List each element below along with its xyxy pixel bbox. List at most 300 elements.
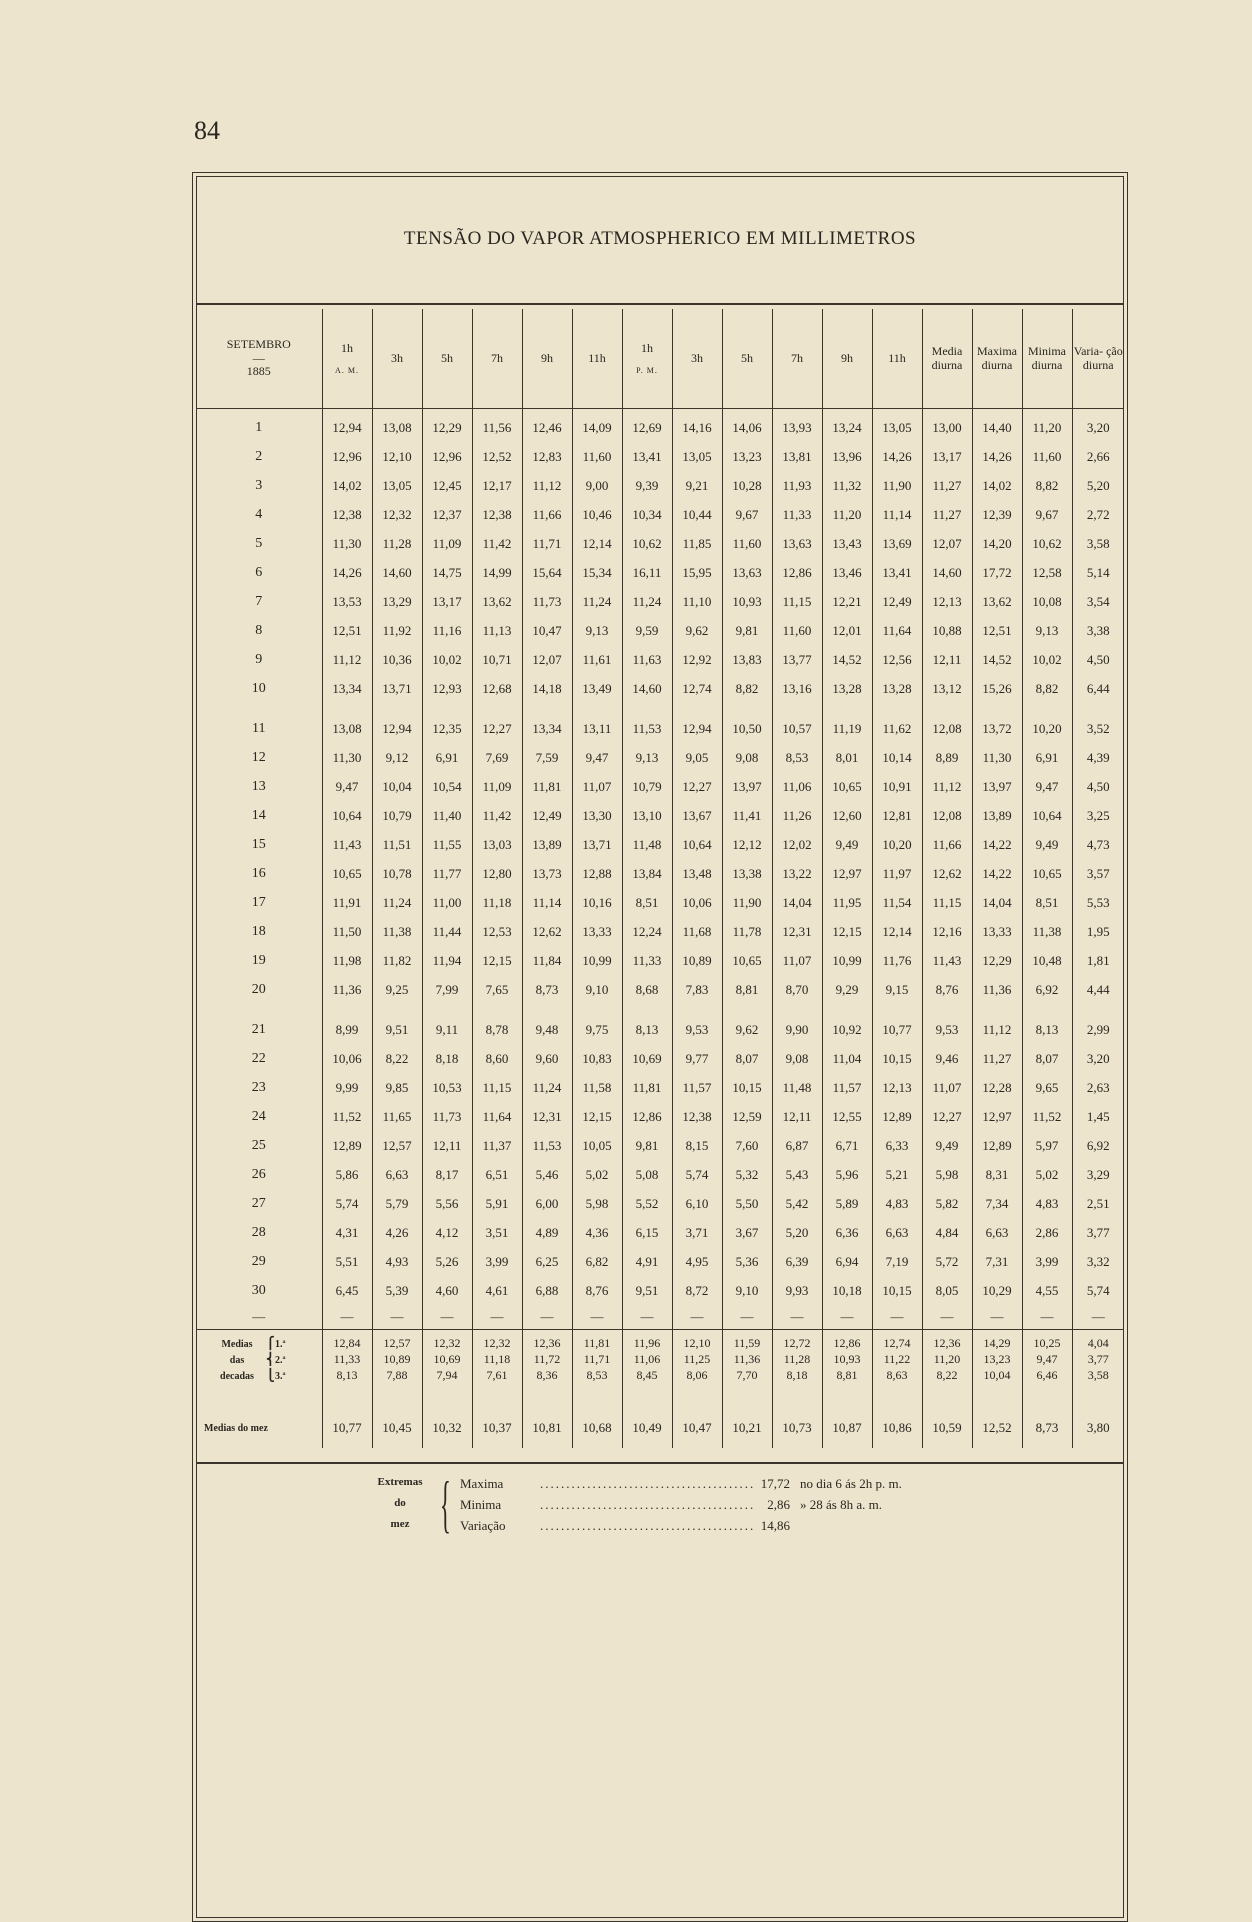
gap-cell (372, 1384, 422, 1408)
table-cell: 11,90 (872, 471, 922, 500)
table-cell: 6,94 (822, 1247, 872, 1276)
table-cell: 12,49 (872, 587, 922, 616)
table-cell: 12,58 (1022, 558, 1072, 587)
table-cell: 8,81 (722, 975, 772, 1004)
table-cell: 10,05 (572, 1131, 622, 1160)
table-cell: 13,30 (572, 801, 622, 830)
header-hour: 5h (722, 309, 772, 409)
table-cell: 10,32 (422, 1408, 472, 1448)
table-cell: 5,50 (722, 1189, 772, 1218)
table-cell: 14,52 (972, 645, 1022, 674)
table-row (196, 500, 1124, 529)
table-cell: 14,60 (372, 558, 422, 587)
table-cell: 8,82 (1022, 471, 1072, 500)
table-cell: 12,94 (372, 714, 422, 743)
table-cell: 11,24 (522, 1073, 572, 1102)
table-cell: 14,20 (972, 529, 1022, 558)
table-cell: 2,72 (1072, 500, 1124, 529)
gap-cell (622, 1004, 672, 1015)
decade-brace: ⎧ (266, 1336, 275, 1350)
table-cell: 10,86 (872, 1408, 922, 1448)
table-row (196, 1218, 1124, 1247)
table-cell: 11,38 (1022, 917, 1072, 946)
table-cell: 5,52 (622, 1189, 672, 1218)
table-cell: 11,95 (822, 888, 872, 917)
table-cell: 9,12 (372, 743, 422, 772)
table-cell: 11,60 (1022, 442, 1072, 471)
table-cell: 9,49 (822, 830, 872, 859)
gap-cell (572, 703, 622, 714)
dash-cell: — (772, 1305, 822, 1330)
decade-row (196, 1368, 1124, 1384)
table-cell: 9,81 (722, 616, 772, 645)
day-cell: 11 (252, 720, 266, 736)
table-cell: 11,25 (672, 1352, 722, 1368)
gap-cell (1022, 1004, 1072, 1015)
table-cell: 12,31 (772, 917, 822, 946)
table-cell: 11,00 (422, 888, 472, 917)
table-cell: 10,15 (872, 1276, 922, 1305)
table-cell: 5,89 (822, 1189, 872, 1218)
day-cell: 10 (251, 680, 266, 696)
table-cell: 9,13 (1022, 616, 1072, 645)
table-cell: 9,15 (872, 975, 922, 1004)
table-cell: 11,37 (472, 1131, 522, 1160)
dash-cell: — (922, 1305, 972, 1330)
table-cell: 12,32 (472, 1336, 522, 1352)
day-cell: 6 (255, 564, 263, 580)
table-cell: 11,19 (822, 714, 872, 743)
extremes-row-var (360, 1518, 1000, 1539)
table-cell: 10,78 (372, 859, 422, 888)
table-cell: 10,64 (672, 830, 722, 859)
table-cell: 14,75 (422, 558, 472, 587)
table-cell: 15,26 (972, 674, 1022, 703)
table-cell: 12,52 (472, 442, 522, 471)
table-cell: 12,01 (822, 616, 872, 645)
decade-ordinal: 2.ª (275, 1355, 286, 1366)
table-cell: 11,82 (372, 946, 422, 975)
table-cell: 9,51 (372, 1015, 422, 1044)
header-minima-diurna: Minima diurna (1022, 309, 1072, 409)
day-cell: 27 (251, 1195, 266, 1211)
table-cell: 11,14 (872, 500, 922, 529)
table-cell: 10,71 (472, 645, 522, 674)
table-cell: 12,31 (522, 1102, 572, 1131)
day-cell: 5 (255, 535, 263, 551)
table-cell: 11,54 (872, 888, 922, 917)
table-cell: 4,60 (422, 1276, 472, 1305)
table-cell: 6,25 (522, 1247, 572, 1276)
table-cell: 11,71 (522, 529, 572, 558)
table-cell: 9,39 (622, 471, 672, 500)
table-cell: 10,65 (322, 859, 372, 888)
table-cell: 13,84 (622, 859, 672, 888)
table-cell: 8,45 (622, 1368, 672, 1384)
table-cell: 7,60 (722, 1131, 772, 1160)
table-cell: 11,62 (872, 714, 922, 743)
table-row (196, 888, 1124, 917)
table-cell: 9,51 (622, 1276, 672, 1305)
day-cell: 2 (255, 448, 263, 464)
table-cell: 10,57 (772, 714, 822, 743)
table-cell: 10,28 (722, 471, 772, 500)
gap-cell (972, 1004, 1022, 1015)
table-cell: 14,18 (522, 674, 572, 703)
table-cell: 5,56 (422, 1189, 472, 1218)
table-cell: 4,84 (922, 1218, 972, 1247)
month-mean-label: Medias do mez (204, 1422, 268, 1434)
table-cell: 11,91 (322, 888, 372, 917)
table-cell: 12,17 (472, 471, 522, 500)
table-cell: 9,81 (622, 1131, 672, 1160)
table-cell: 3,67 (722, 1218, 772, 1247)
table-cell: 5,02 (1022, 1160, 1072, 1189)
decade-label-text: Medias (221, 1339, 253, 1350)
table-cell: 11,53 (622, 714, 672, 743)
table-cell: 5,86 (322, 1160, 372, 1189)
table-cell: 11,92 (372, 616, 422, 645)
table-cell: 1,95 (1072, 917, 1124, 946)
table-cell: 5,20 (772, 1218, 822, 1247)
table-cell: 5,51 (322, 1247, 372, 1276)
table-cell: 9,47 (322, 772, 372, 801)
table-cell: 5,43 (772, 1160, 822, 1189)
table-cell: 9,67 (722, 500, 772, 529)
table-cell: 6,46 (1022, 1368, 1072, 1384)
table-cell: 10,08 (1022, 587, 1072, 616)
table-cell: 10,04 (972, 1368, 1022, 1384)
table-cell: 4,91 (622, 1247, 672, 1276)
table-cell: 14,02 (322, 471, 372, 500)
table-cell: 13,29 (372, 587, 422, 616)
table-cell: 9,48 (522, 1015, 572, 1044)
table-cell: 11,59 (722, 1336, 772, 1352)
table-cell: 5,08 (622, 1160, 672, 1189)
decade-gap (196, 1004, 1124, 1015)
table-cell: 3,80 (1072, 1408, 1124, 1448)
header-hour: 11h (572, 309, 622, 409)
table-cell: 10,49 (622, 1408, 672, 1448)
table-cell: 9,62 (672, 616, 722, 645)
table-cell: 11,57 (672, 1073, 722, 1102)
table-cell: 10,34 (622, 500, 672, 529)
gap-cell (372, 703, 422, 714)
table-cell: 8,07 (1022, 1044, 1072, 1073)
table-cell: 7,94 (422, 1368, 472, 1384)
table-cell: 5,21 (872, 1160, 922, 1189)
table-cell: 5,42 (772, 1189, 822, 1218)
table-cell: 8,76 (572, 1276, 622, 1305)
table-cell: 11,26 (772, 801, 822, 830)
table-cell: 5,39 (372, 1276, 422, 1305)
table-cell: 11,36 (972, 975, 1022, 1004)
day-cell: 25 (251, 1137, 266, 1153)
table-cell: 11,24 (372, 888, 422, 917)
table-cell: 11,60 (722, 529, 772, 558)
gap-cell (822, 1384, 872, 1408)
table-row (196, 413, 1124, 442)
table-cell: 13,05 (872, 413, 922, 442)
extremes-label-2: do (394, 1497, 406, 1509)
table-cell: 11,06 (772, 772, 822, 801)
table-cell: 12,27 (922, 1102, 972, 1131)
table-cell: 11,64 (872, 616, 922, 645)
table-cell: 8,51 (622, 888, 672, 917)
table-cell: 9,47 (572, 743, 622, 772)
table-cell: 12,38 (322, 500, 372, 529)
decade-label-text: das (229, 1355, 245, 1366)
table-cell: 10,29 (972, 1276, 1022, 1305)
table-row (196, 830, 1124, 859)
table-cell: 11,30 (972, 743, 1022, 772)
table-cell: 9,49 (922, 1131, 972, 1160)
table-cell: 11,61 (572, 645, 622, 674)
gap-cell (722, 703, 772, 714)
table-cell: 6,63 (372, 1160, 422, 1189)
table-cell: 9,21 (672, 471, 722, 500)
table-cell: 10,64 (1022, 801, 1072, 830)
table-cell: 11,16 (422, 616, 472, 645)
table-cell: 11,18 (472, 888, 522, 917)
table-cell: 13,53 (322, 587, 372, 616)
table-cell: 3,51 (472, 1218, 522, 1247)
table-cell: 13,10 (622, 801, 672, 830)
table-cell: 13,96 (822, 442, 872, 471)
table-cell: 13,23 (722, 442, 772, 471)
table-cell: 12,11 (422, 1131, 472, 1160)
table-cell: 10,15 (722, 1073, 772, 1102)
header-hour: 1h P. M. (622, 309, 672, 409)
table-cell: 12,27 (472, 714, 522, 743)
table-cell: 7,70 (722, 1368, 772, 1384)
day-cell: 22 (251, 1050, 266, 1066)
gap-cell (472, 703, 522, 714)
table-cell: 14,52 (822, 645, 872, 674)
table-cell: 4,04 (1072, 1336, 1124, 1352)
table-cell: 4,12 (422, 1218, 472, 1247)
table-cell: 6,92 (1072, 1131, 1124, 1160)
table-cell: 10,88 (922, 616, 972, 645)
table-cell: 10,16 (572, 888, 622, 917)
table-cell: 5,36 (722, 1247, 772, 1276)
table-row (196, 558, 1124, 587)
day-cell: 24 (251, 1108, 266, 1124)
extremes-brace: { (440, 1468, 451, 1539)
table-cell: 5,26 (422, 1247, 472, 1276)
table-cell: 13,83 (722, 645, 772, 674)
table-cell: 9,47 (1022, 772, 1072, 801)
gap-cell (1022, 703, 1072, 714)
gap-cell (472, 1384, 522, 1408)
table-cell: 5,74 (1072, 1276, 1124, 1305)
gap-cell (422, 1004, 472, 1015)
table-cell: 12,57 (372, 1131, 422, 1160)
table-cell: 11,14 (522, 888, 572, 917)
table-cell: 9,46 (922, 1044, 972, 1073)
table-cell: 5,74 (322, 1189, 372, 1218)
table-cell: 14,09 (572, 413, 622, 442)
table-cell: 14,26 (872, 442, 922, 471)
table-cell: 12,14 (572, 529, 622, 558)
table-cell: 11,48 (622, 830, 672, 859)
table-cell: 14,29 (972, 1336, 1022, 1352)
table-cell: 8,18 (422, 1044, 472, 1073)
table-cell: 14,06 (722, 413, 772, 442)
table-cell: 10,89 (372, 1352, 422, 1368)
table-cell: 6,87 (772, 1131, 822, 1160)
page-number: 84 (194, 116, 220, 145)
table-cell: 4,83 (872, 1189, 922, 1218)
table-cell: 14,22 (972, 830, 1022, 859)
gap-cell (672, 1004, 722, 1015)
header-hour: 9h (522, 309, 572, 409)
gap-cell (522, 1004, 572, 1015)
gap-cell (422, 1384, 472, 1408)
table-row (196, 801, 1124, 830)
table-cell: 5,14 (1072, 558, 1124, 587)
table-cell: 8,68 (622, 975, 672, 1004)
table-cell: 11,85 (672, 529, 722, 558)
gap-cell (622, 1384, 672, 1408)
table-cell: 4,31 (322, 1218, 372, 1247)
gap-cell (722, 1384, 772, 1408)
table-cell: 7,19 (872, 1247, 922, 1276)
table-cell: 12,94 (672, 714, 722, 743)
table-cell: 11,81 (572, 1336, 622, 1352)
table-cell: 13,89 (972, 801, 1022, 830)
table-cell: 13,24 (822, 413, 872, 442)
table-cell: 2,66 (1072, 442, 1124, 471)
table-cell: 12,36 (922, 1336, 972, 1352)
table-cell: 2,99 (1072, 1015, 1124, 1044)
table-cell: 8,36 (522, 1368, 572, 1384)
table-cell: 12,68 (472, 674, 522, 703)
dash-cell: — (672, 1305, 722, 1330)
month-mean-row (196, 1408, 1124, 1448)
table-cell: 9,29 (822, 975, 872, 1004)
gap-cell (1072, 1384, 1124, 1408)
table-cell: 3,71 (672, 1218, 722, 1247)
decade-row (196, 1336, 1124, 1352)
table-cell: 12,62 (922, 859, 972, 888)
decade-label (196, 1352, 322, 1368)
table-cell: 13,33 (972, 917, 1022, 946)
table-cell: 3,20 (1072, 1044, 1124, 1073)
header-hour: 3h (372, 309, 422, 409)
table-cell: 4,50 (1072, 772, 1124, 801)
extremes-label-3: mez (390, 1518, 410, 1530)
table-cell: 12,15 (572, 1102, 622, 1131)
gap-cell (622, 703, 672, 714)
gap-cell (672, 703, 722, 714)
table-cell: 12,08 (922, 714, 972, 743)
gap-cell (772, 703, 822, 714)
day-cell: 30 (251, 1282, 266, 1298)
table-cell: 8,13 (322, 1368, 372, 1384)
table-cell: 6,63 (872, 1218, 922, 1247)
table-cell: 10,53 (422, 1073, 472, 1102)
table-cell: 11,27 (972, 1044, 1022, 1073)
table-cell: 12,86 (822, 1336, 872, 1352)
leader-dots: ......................................... (540, 1476, 756, 1491)
table-cell: 9,53 (672, 1015, 722, 1044)
header-month-year (196, 309, 322, 409)
gap-cell (572, 1384, 622, 1408)
extreme-value: 17,72 (760, 1476, 790, 1491)
table-cell: 13,48 (672, 859, 722, 888)
table-cell: 7,69 (472, 743, 522, 772)
table-cell: 13,12 (922, 674, 972, 703)
table-cell: 10,77 (872, 1015, 922, 1044)
table-cell: 13,22 (772, 859, 822, 888)
table-cell: 12,89 (322, 1131, 372, 1160)
table-row (196, 714, 1124, 743)
table-cell: 6,45 (322, 1276, 372, 1305)
day-cell: 20 (251, 981, 266, 997)
table-cell: 11,09 (472, 772, 522, 801)
table-cell: 11,10 (672, 587, 722, 616)
table-cell: 10,77 (322, 1408, 372, 1448)
table-cell: 10,44 (672, 500, 722, 529)
table-cell: 12,97 (972, 1102, 1022, 1131)
table-cell: 9,49 (1022, 830, 1072, 859)
table-cell: 4,36 (572, 1218, 622, 1247)
dash-cell: — (322, 1305, 372, 1330)
table-cell: 11,43 (922, 946, 972, 975)
table-cell: 11,20 (1022, 413, 1072, 442)
table-cell: 10,64 (322, 801, 372, 830)
table-cell: 4,89 (522, 1218, 572, 1247)
table-cell: 8,51 (1022, 888, 1072, 917)
table-cell: 13,17 (422, 587, 472, 616)
table-cell: 11,38 (372, 917, 422, 946)
table-cell: 6,36 (822, 1218, 872, 1247)
table-cell: 10,02 (1022, 645, 1072, 674)
table-cell: 5,91 (472, 1189, 522, 1218)
gap-cell (196, 1004, 322, 1015)
table-cell: 12,74 (672, 674, 722, 703)
table-cell: 5,98 (572, 1189, 622, 1218)
table-cell: 11,71 (572, 1352, 622, 1368)
table-cell: 2,86 (1022, 1218, 1072, 1247)
table-cell: 13,67 (672, 801, 722, 830)
table-row (196, 917, 1124, 946)
table-cell: 4,39 (1072, 743, 1124, 772)
header-hour: 1h A. M. (322, 309, 372, 409)
table-cell: 9,00 (572, 471, 622, 500)
table-cell: 10,93 (722, 587, 772, 616)
table-cell: 11,30 (322, 529, 372, 558)
day-cell: 8 (255, 622, 263, 638)
table-cell: 10,99 (572, 946, 622, 975)
table-cell: 12,10 (672, 1336, 722, 1352)
table-cell: 13,11 (572, 714, 622, 743)
table-cell: 10,46 (572, 500, 622, 529)
table-cell: 6,91 (422, 743, 472, 772)
table-cell: 10,06 (672, 888, 722, 917)
table-cell: 10,65 (722, 946, 772, 975)
table-cell: 13,08 (322, 714, 372, 743)
table-cell: 10,87 (822, 1408, 872, 1448)
table-cell: 11,78 (722, 917, 772, 946)
table-cell: 11,20 (822, 500, 872, 529)
table-cell: 9,08 (772, 1044, 822, 1073)
table-cell: 12,52 (972, 1408, 1022, 1448)
table-cell: 6,44 (1072, 674, 1124, 703)
table-cell: 10,65 (822, 772, 872, 801)
gap-cell (522, 1384, 572, 1408)
